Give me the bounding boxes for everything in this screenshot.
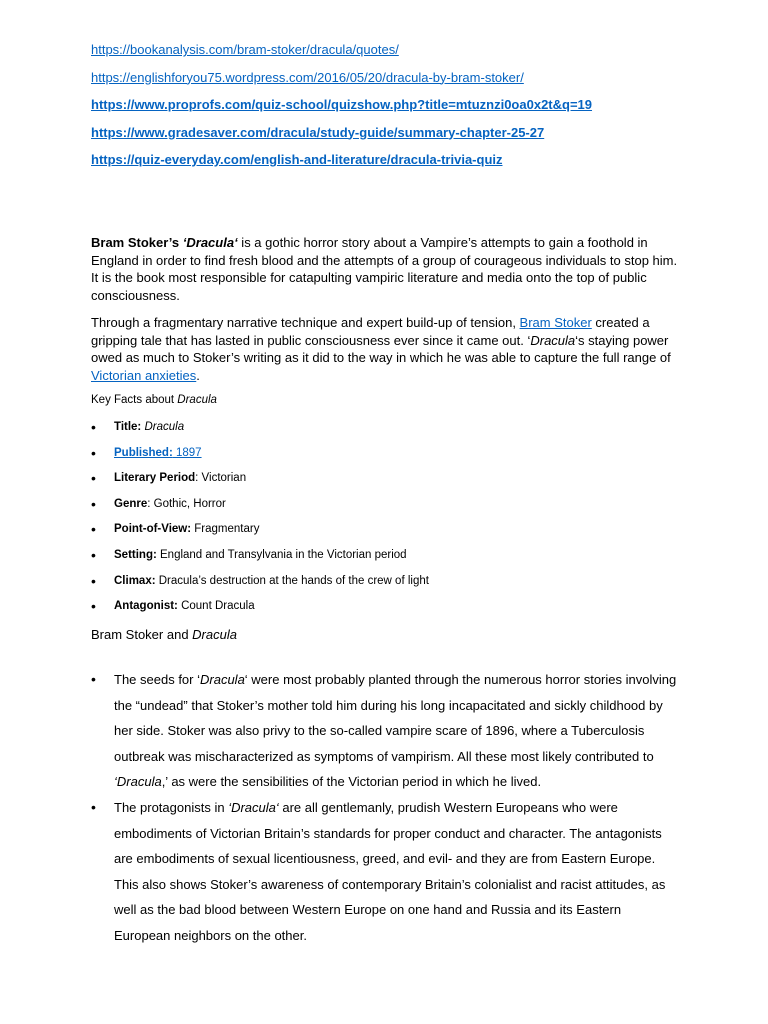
reference-link[interactable]: https://www.proprofs.com/quiz-school/quizshow.php?title=mtuznzi0oa0x2t&q=19 — [91, 97, 593, 112]
reference-link-item — [91, 68, 592, 96]
published-year-link[interactable]: 1897 — [172, 446, 202, 459]
reference-link[interactable]: https://www.gradesaver.com/dracula/study-guide/summary-chapter-25-27 — [91, 124, 545, 140]
bullet-item: • The protagonists in ‘Dracula‘ are all gentlemanly, prudish Western Europeans who were embodiments of Victorian Britain’s standards for proper conduct and character. The antagonists are embodiments of sexual licentiousness, greed, and evil- and they are from Eastern Europe. This also shows Stoker’s awareness of contemporary Britain’s colonialist and racist attitudes, as well as the bad blood between Western Europe on one hand and Russia and its Eastern European neighbors on the other. — [91, 795, 681, 949]
fact-item: • Genre: Gothic, Horror — [91, 495, 429, 521]
reference-link-item — [91, 150, 592, 178]
intro-paragraph — [91, 234, 681, 304]
section-bullets — [91, 667, 681, 949]
published-link[interactable]: Published: — [114, 446, 173, 459]
fact-item: • Antagonist: Count Dracula — [91, 597, 429, 623]
narrative-paragraph: Through a fragmentary narrative technique and expert build-up of tension, Bram Stoker created a gripping tale that has lasted in public consciousness ever since it came out. ‘Dracula‘s staying power owed as much to Stoker’s writing as it did to the way in which he was able to capture the full range of Victorian anxieties. — [91, 315, 671, 383]
book-title: ‘Dracula‘ — [182, 235, 238, 250]
reference-link[interactable]: https://englishforyou75.wordpress.com/2016/05/20/dracula-by-bram-stoker/ — [91, 69, 524, 85]
fact-item: • Title: Dracula — [91, 418, 429, 444]
reference-link-item — [91, 95, 592, 123]
reference-link-item — [91, 123, 592, 151]
bullet-item: • The seeds for ‘Dracula‘ were most probably planted through the numerous horror stories involving the “undead” that Stoker’s mother told him during his long incapacitated and sickly childhood by her side. Stoker was also privy to the so-called vampire scare of 1896, where a Tuberculosis outbreak was mischaracterized as symptoms of vampirism. All these most likely contributed to ‘Dracula,’ as were the sensibilities of the Victorian period in which he lived. — [91, 667, 681, 795]
key-facts-list — [91, 418, 429, 623]
section-heading: Bram Stoker and Dracula — [91, 627, 237, 642]
fact-item — [91, 444, 429, 470]
bram-stoker-link[interactable]: Bram Stoker — [519, 315, 592, 330]
key-facts-heading: Key Facts about Dracula — [91, 394, 217, 406]
intro-text: is a gothic horror story about a Vampire’s attempts to gain a foothold in England in order to find fresh blood and the attempts of a group of courageous individuals to stop him. It is the book most responsible for catapulting vampiric literature and media onto the top of public consciousness. — [91, 235, 678, 303]
fact-item: • Climax: Dracula’s destruction at the hands of the crew of light — [91, 572, 429, 598]
reference-link-item — [91, 40, 592, 68]
fact-item: • Literary Period: Victorian — [91, 469, 429, 495]
reference-link[interactable]: https://quiz-everyday.com/english-and-literature/dracula-trivia-quiz — [91, 152, 503, 167]
fact-item: • Point-of-View: Fragmentary — [91, 520, 429, 546]
author-name: Bram Stoker’s — [91, 235, 183, 250]
victorian-anxieties-link[interactable]: Victorian anxieties — [91, 367, 197, 383]
reference-link[interactable]: https://bookanalysis.com/bram-stoker/dracula/quotes/ — [91, 42, 399, 57]
reference-links — [91, 40, 592, 178]
fact-item: • Setting: England and Transylvania in the Victorian period — [91, 546, 429, 572]
